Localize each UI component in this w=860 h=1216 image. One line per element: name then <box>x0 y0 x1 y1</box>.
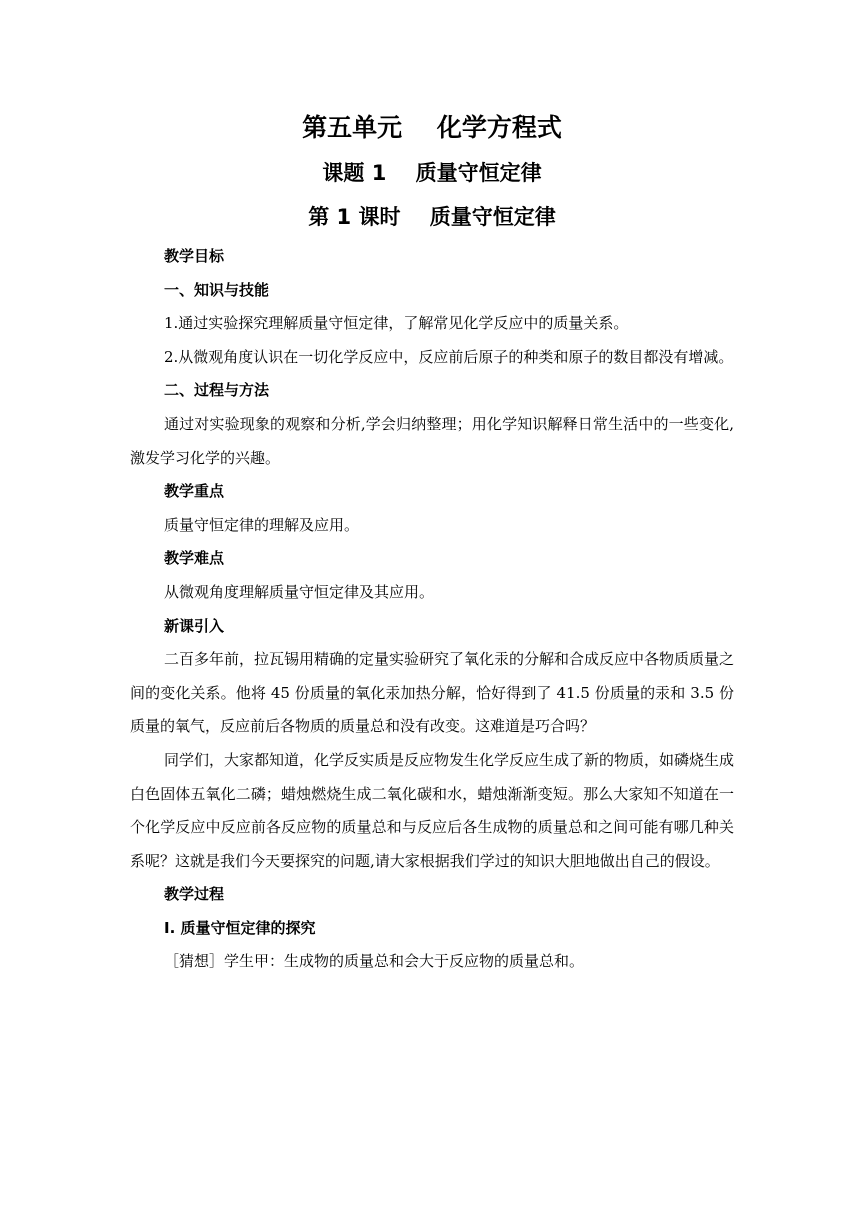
key-text: 质量守恒定律的理解及应用。 <box>164 515 360 534</box>
knowledge-item-1: 1.通过实验探究理解质量守恒定律，了解常见化学反应中的质量关系。 <box>164 314 629 333</box>
intro-heading: 新课引入 <box>164 616 225 635</box>
topic-title: 课题 1 质量守恒定律 <box>322 161 542 185</box>
teaching-process-heading: 教学过程 <box>164 885 225 904</box>
goals-heading: 教学目标 <box>164 247 225 265</box>
key-heading: 教学重点 <box>164 482 225 501</box>
knowledge-heading: 一、知识与技能 <box>164 280 270 299</box>
process-heading: 二、过程与方法 <box>164 381 270 400</box>
guess-text: ［猜想］学生甲：生成物的质量总和会大于反应物的质量总和。 <box>164 952 585 971</box>
document-body <box>130 240 734 979</box>
difficult-text: 从微观角度理解质量守恒定律及其应用。 <box>164 582 435 601</box>
knowledge-item-2: 2.从微观角度认识在一切化学反应中，反应前后原子的种类和原子的数目都没有增减。 <box>164 347 734 366</box>
unit-title: 第五单元 化学方程式 <box>302 113 562 142</box>
part-1-heading: Ⅰ. 质量守恒定律的探究 <box>164 918 316 937</box>
intro-paragraph-2: 同学们，大家都知道，化学反实质是反应物发生化学反应生成了新的物质，如磷烧生成白色固体五氧化二磷；蜡烛燃烧生成二氧化碳和水，蜡烛渐渐变短。那么大家知不知道在一个化学反应中反应前各反应物的质量总和与反应后各生成物的质量总和之间可能有哪几种关系呢？这就是我们今天要探究的问题,请大家根据我们学过的知识大胆地做出自己的假设。 <box>130 750 735 870</box>
lesson-title: 第 1 课时 质量守恒定律 <box>308 205 556 229</box>
difficult-heading: 教学难点 <box>164 549 225 568</box>
process-text: 通过对实验现象的观察和分析,学会归纳整理；用化学知识解释日常生活中的一些变化,激发学习化学的兴趣。 <box>130 414 734 467</box>
intro-paragraph-1: 二百多年前，拉瓦锡用精确的定量实验研究了氧化汞的分解和合成反应中各物质质量之间的变化关系。他将 45 份质量的氧化汞加热分解，恰好得到了 41.5 份质量的汞和 3.5 份质量的氧气，反应前后各物质的质量总和没有改变。这难道是巧合吗？ <box>130 650 735 736</box>
